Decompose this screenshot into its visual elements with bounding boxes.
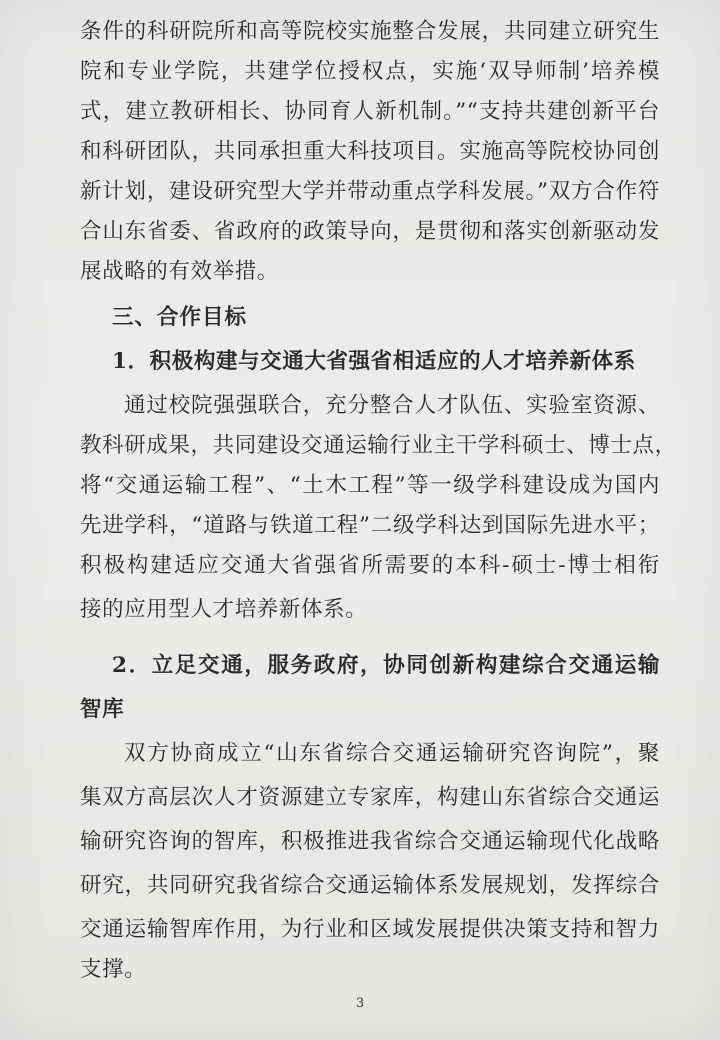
- paragraph-2-line-5: 积极构建适应交通大省强省所需要的本科-硕士-博士相衔: [80, 553, 660, 578]
- paragraph-2-line-6: 接的应用型人才培养新体系。: [80, 597, 368, 622]
- paragraph-2-line-1: 通过校院强强联合，充分整合人才队伍、实验室资源、: [124, 393, 660, 418]
- paragraph-1-line-3: 式，建立教研相长、协同育人新机制。”“支持共建创新平台: [80, 99, 660, 124]
- paragraph-2-line-3: 将“交通运输工程”、“土木工程”等一级学科建设成为国内: [80, 473, 660, 498]
- subheading-2-line-1: 2．立足交通，服务政府，协同创新构建综合交通运输: [112, 653, 660, 678]
- paragraph-3-line-3: 输研究咨询的智库，积极推进我省综合交通运输现代化战略: [80, 829, 660, 854]
- subheading-1: 1．积极构建与交通大省强省相适应的人才培养新体系: [112, 349, 636, 374]
- paragraph-1-line-6: 合山东省委、省政府的政策导向，是贯彻和落实创新驱动发: [80, 219, 660, 244]
- subheading-2-line-2: 智库: [80, 697, 125, 722]
- paragraph-2-line-2: 教科研成果，共同建设交通运输行业主干学科硕士、博士点，: [80, 433, 677, 458]
- page-number: 3: [355, 996, 365, 1011]
- paragraph-1-line-7: 展战略的有效举措。: [80, 259, 279, 284]
- paragraph-3-line-5: 交通运输智库作用，为行业和区域发展提供决策支持和智力: [80, 917, 660, 942]
- paragraph-3-line-1: 双方协商成立“山东省综合交通运输研究咨询院”，聚: [124, 741, 660, 766]
- paragraph-1-line-5: 新计划，建设研究型大学并带动重点学科发展。”双方合作符: [80, 179, 660, 204]
- paragraph-2-line-4: 先进学科，“道路与铁道工程”二级学科达到国际先进水平；: [80, 513, 660, 538]
- section-heading: 三、合作目标: [112, 305, 248, 330]
- paragraph-3-line-4: 研究，共同研究我省综合交通运输体系发展规划，发挥综合: [80, 873, 660, 898]
- paragraph-3-line-6: 支撑。: [80, 957, 147, 982]
- paragraph-3-line-2: 集双方高层次人才资源建立专家库，构建山东省综合交通运: [80, 785, 660, 810]
- paragraph-1-line-2: 院和专业学院，共建学位授权点，实施‘双导师制’培养模: [80, 59, 660, 84]
- paragraph-1-line-4: 和科研团队，共同承担重大科技项目。实施高等院校协同创: [80, 139, 660, 164]
- paragraph-1-line-1: 条件的科研院所和高等院校实施整合发展，共同建立研究生: [80, 19, 660, 44]
